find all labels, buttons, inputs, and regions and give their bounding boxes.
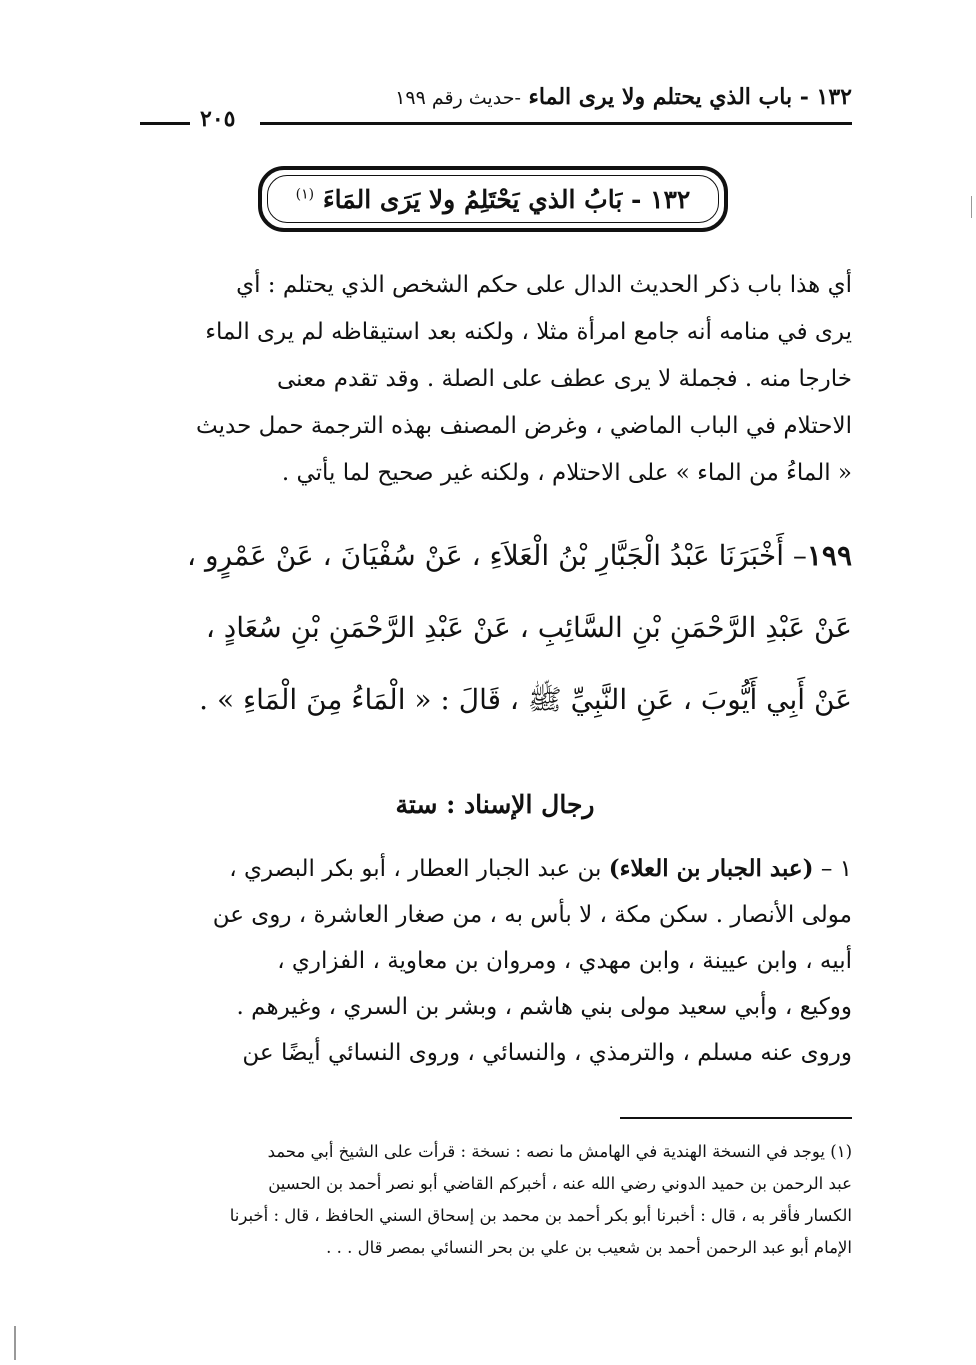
header-rule-short bbox=[140, 122, 190, 125]
intro-line: أي هذا باب ذكر الحديث الدال على حكم الشخص الذي يحتلم : أي bbox=[236, 272, 852, 298]
footnote-line: الكسار فأقر به ، قال : أخبرنا أبو بكر أحمد بن محمد بن إسحاق السني الحافظ ، قال : أخبرنا bbox=[229, 1206, 852, 1225]
narrators-paragraph bbox=[138, 846, 852, 1076]
footnote-line: الإمام أبو عبد الرحمن أحمد بن شعيب بن علي بن بحر النسائي بمصر قال . . . bbox=[326, 1238, 852, 1257]
narrator-line: أبيه ، وابن عيينة ، وابن مهدي ، ومروان بن معاوية ، الفزاري ، bbox=[277, 948, 852, 974]
narrator-number: ١ – bbox=[813, 856, 852, 882]
narrator-line-text: بن عبد الجبار العطار ، أبو بكر البصري ، bbox=[229, 856, 609, 882]
intro-line: يرى في منامه أنه جامع امرأة مثلا ، ولكنه بعد استيقاظه لم يرى الماء bbox=[205, 319, 852, 345]
intro-line: « الماءُ من الماء » على الاحتلام ، ولكنه غير صحيح لما يأتي . bbox=[281, 460, 852, 486]
scan-mark bbox=[971, 196, 973, 218]
footnote-line: عبد الرحمن بن حميد الدوني رضي الله عنه ، أخبركم القاضي أبو نصر أحمد بن الحسين bbox=[268, 1174, 852, 1193]
narrator-line: وروى عنه مسلم ، والترمذي ، والنسائي ، وروى النسائي أيضًا عن bbox=[242, 1040, 852, 1066]
narrator-line: مولى الأنصار . سكن مكة ، لا بأس به ، من صغار العاشرة ، روى عن bbox=[212, 902, 852, 928]
running-subtitle: -حديث رقم ١٩٩ bbox=[395, 87, 521, 109]
running-title bbox=[395, 84, 852, 110]
running-title-text: ١٣٢ - باب الذي يحتلم ولا يرى الماء bbox=[528, 84, 852, 110]
narrator-name: (عبد الجبار بن العلاء) bbox=[608, 855, 814, 882]
footnotes bbox=[138, 1136, 852, 1264]
hadith-line: عَنْ عَبْدِ الرَّحْمَنِ بْنِ السَّائِبِ ، عَنْ عَبْدِ الرَّحْمَنِ بْنِ سُعَادٍ ، bbox=[205, 611, 852, 644]
chapter-title-box bbox=[258, 166, 728, 232]
hadith-text bbox=[138, 520, 852, 736]
chapter-title-frame bbox=[267, 175, 719, 223]
page-number: ٢٠٥ bbox=[200, 106, 236, 132]
intro-line: خارجا منه . فجملة لا يرى عطف على الصلة . وقد تقدم معنى bbox=[276, 366, 852, 392]
running-header bbox=[140, 84, 852, 132]
hadith-line-text: – أَخْبَرَنَا عَبْدُ الْجَبَّارِ بْنُ الْعَلاَءِ ، عَنْ سُفْيَانَ ، عَنْ عَمْرٍو ، bbox=[187, 539, 807, 572]
footnote-line: (١) يوجد في النسخة الهندية في الهامش ما نصه : نسخة : قرأت على الشيخ أبي محمد bbox=[267, 1142, 852, 1161]
narrator-line bbox=[138, 846, 852, 892]
narrator-line: ووكيع ، وأبي سعيد مولى بني هاشم ، وبشر بن السري ، وغيرهم . bbox=[236, 994, 852, 1020]
intro-paragraph bbox=[138, 262, 852, 497]
chapter-footnote-ref: (١) bbox=[295, 186, 315, 203]
chapter-title bbox=[296, 185, 691, 214]
intro-line: الاحتلام في الباب الماضي ، وغرض المصنف بهذه الترجمة حمل حديث bbox=[196, 413, 852, 439]
hadith-line: عَنْ أَبِي أَيُّوبَ ، عَنِ النَّبِيِّ ﷺ ، قَالَ : « الْمَاءُ مِنَ الْمَاءِ » . bbox=[199, 683, 852, 716]
footnote-rule bbox=[620, 1117, 852, 1119]
header-rule bbox=[260, 122, 852, 125]
hadith-line bbox=[138, 520, 852, 592]
section-heading: رجال الإسناد : ستة bbox=[395, 790, 595, 819]
chapter-title-text: ١٣٢ - بَابُ الذي يَحْتَلِمُ ولا يَرَى المَاءَ bbox=[322, 184, 691, 214]
scan-mark bbox=[14, 1326, 16, 1360]
hadith-number: ١٩٩ bbox=[806, 539, 852, 572]
